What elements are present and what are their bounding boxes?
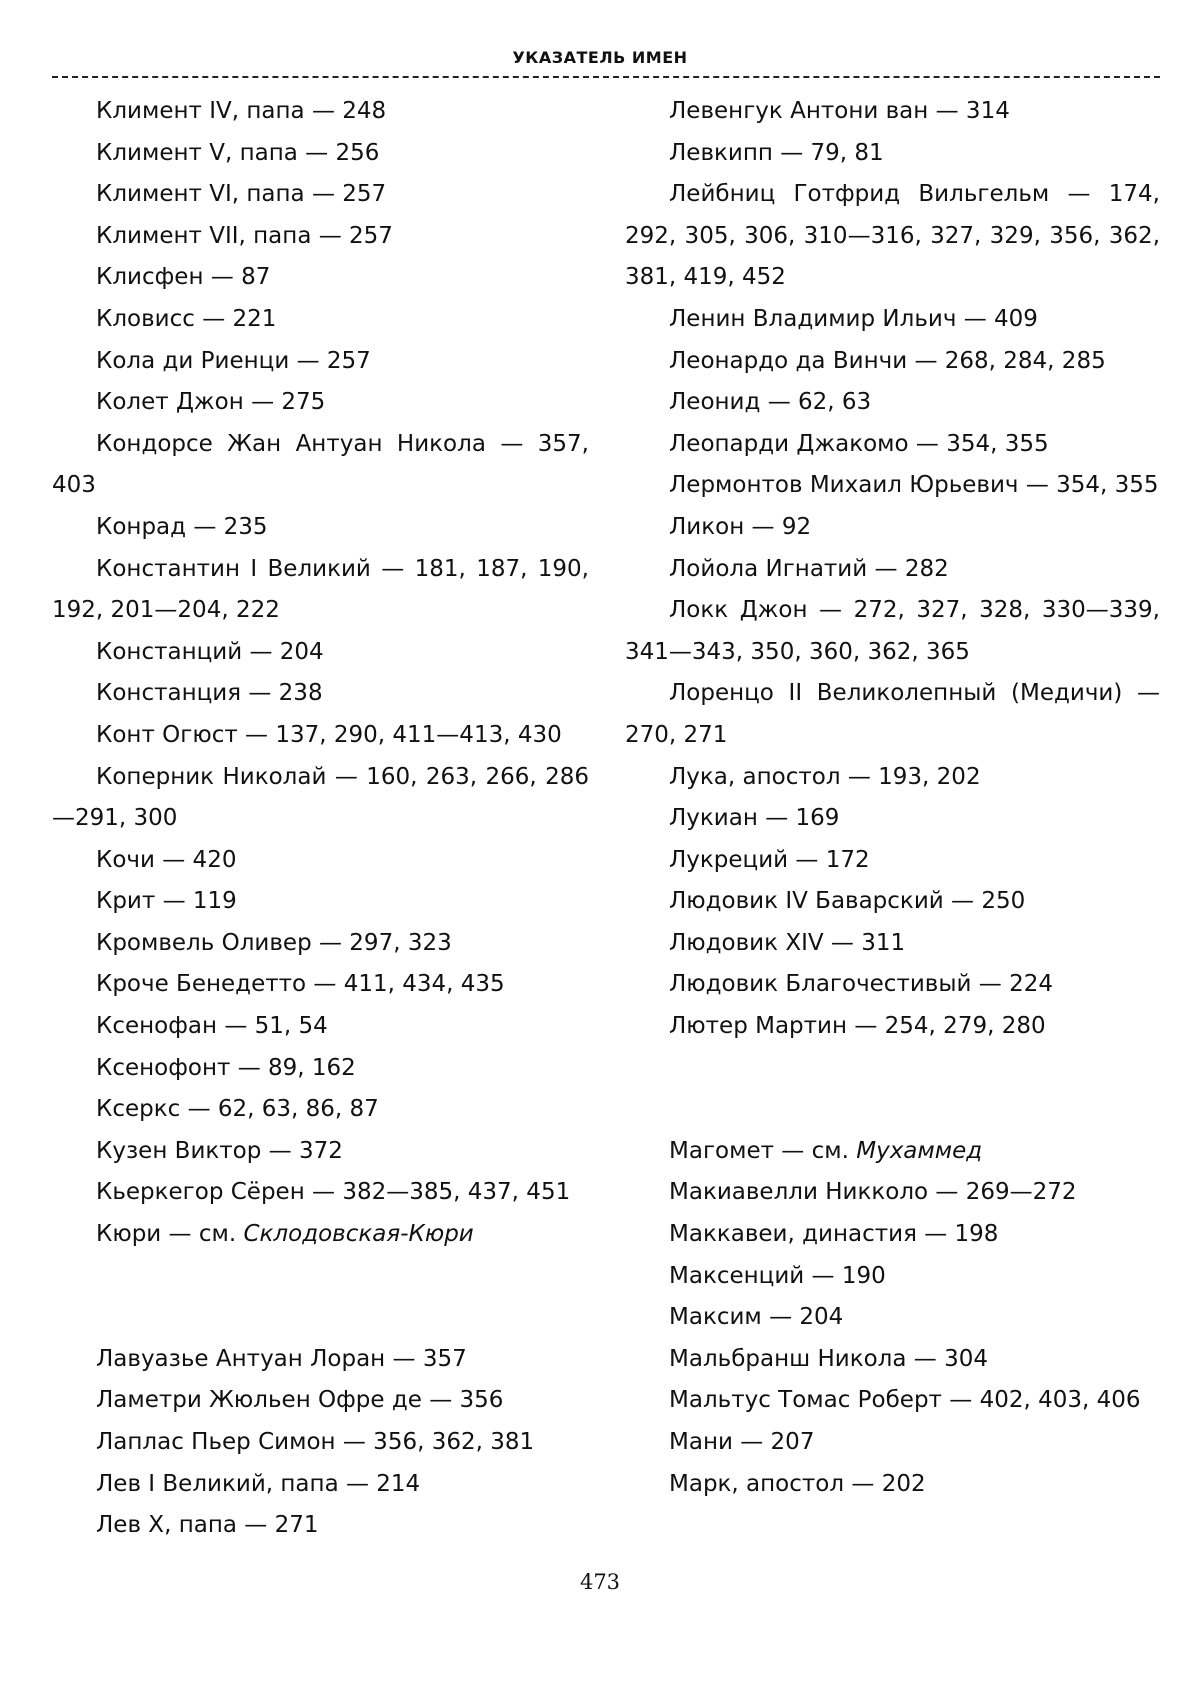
index-entry: Констанций — 204 — [96, 638, 324, 665]
index-entry: Левенгук Антони ван — 314 — [669, 98, 1010, 124]
index-entry: Леонардо да Винчи — 268, 284, 285 — [669, 347, 1106, 374]
index-entry: Лютер Мартин — 254, 279, 280 — [669, 1013, 1046, 1040]
index-entry: Леопарди Джакомо — 354, 355 — [669, 430, 1049, 457]
index-entry: Лойола Игнатий — 282 — [669, 555, 949, 582]
index-entry: Леонид — 62, 63 — [669, 389, 872, 416]
index-entry: Мальбранш Никола — 304 — [669, 1345, 988, 1372]
index-entry: Констанция — 238 — [96, 680, 323, 707]
index-entry: Макиавелли Никколо — 269—272 — [669, 1179, 1077, 1206]
index-entry: Людовик XIV — 311 — [669, 929, 906, 956]
index-entry: Лаплас Пьер Симон — 356, 362, 381 — [96, 1429, 535, 1455]
index-entry: Конт Огюст — 137, 290, 411—413, 430 — [96, 721, 562, 748]
index-entry: Мани — 207 — [669, 1429, 815, 1455]
index-entry: Максим — 204 — [669, 1304, 844, 1331]
index-entry: Локк Джон — 272, 327, 328, 330—339, 341—343, 350, 360, 362, 365 — [625, 597, 1160, 665]
index-entry: Ксеркс — 62, 63, 86, 87 — [96, 1096, 379, 1123]
header-rule — [52, 76, 1160, 78]
index-entry: Константин I Великий — 181, 187, 190, 192, 201—204, 222 — [52, 555, 589, 624]
index-entry: Кюри — см. Склодовская-Кюри — [96, 1221, 474, 1248]
letter-gap — [625, 1048, 1160, 1131]
index-entry: Марк, апостол — 202 — [669, 1470, 926, 1497]
index-entry: Маккавеи, династия — 198 — [669, 1221, 999, 1248]
index-entry: Людовик Благочестивый — 224 — [669, 971, 1053, 998]
index-entry: Людовик IV Баварский — 250 — [669, 888, 1026, 915]
index-entry: Ленин Владимир Ильич — 409 — [669, 305, 1038, 332]
index-entry: Ликон — 92 — [669, 513, 812, 540]
index-entry: Крит — 119 — [96, 888, 237, 915]
index-entry: Магомет — см. Мухаммед — [669, 1137, 983, 1164]
index-entry: Кузен Виктор — 372 — [96, 1137, 343, 1164]
index-entry: Лука, апостол — 193, 202 — [669, 763, 981, 790]
right-column — [625, 91, 1160, 1505]
index-entry: Клисфен — 87 — [96, 264, 271, 291]
index-entry: Климент VI, папа — 257 — [96, 181, 387, 208]
index-entry: Лавуазье Антуан Лоран — 357 — [96, 1345, 467, 1372]
index-entry: Конрад — 235 — [96, 513, 268, 540]
index-entry: Лев X, папа — 271 — [96, 1512, 319, 1539]
page-number: 473 — [579, 1570, 621, 1594]
index-entry: Ксенофан — 51, 54 — [96, 1013, 328, 1040]
index-entry: Левкипп — 79, 81 — [669, 139, 884, 166]
index-entry: Ламетри Жюльен Офре де — 356 — [96, 1387, 504, 1414]
index-entry: Лукреций — 172 — [669, 846, 870, 873]
index-entry: Мальтус Томас Роберт — 402, 403, 406 — [669, 1387, 1141, 1414]
index-entry: Лукиан — 169 — [669, 805, 840, 832]
index-entry: Максенций — 190 — [669, 1262, 886, 1289]
left-column — [52, 91, 589, 1547]
running-header: УКАЗАТЕЛЬ ИМЕН — [512, 48, 688, 67]
index-entry: Коперник Николай — 160, 263, 266, 286—291, 300 — [52, 763, 589, 832]
index-entry: Климент IV, папа — 248 — [96, 98, 387, 124]
index-entry: Климент V, папа — 256 — [96, 139, 380, 166]
index-entry: Лермонтов Михаил Юрьевич — 354, 355 — [669, 472, 1159, 499]
index-entry: Кола ди Риенци — 257 — [96, 347, 371, 374]
letter-gap — [52, 1256, 589, 1339]
index-entry: Кондорсе Жан Антуан Никола — 357, 403 — [52, 430, 589, 499]
index-entry: Колет Джон — 275 — [96, 389, 326, 416]
index-entry: Кромвель Оливер — 297, 323 — [96, 929, 452, 956]
cross-reference: Мухаммед — [856, 1137, 983, 1164]
index-entry: Кьеркегор Сёрен — 382—385, 437, 451 — [96, 1179, 571, 1206]
cross-reference: Склодовская-Кюри — [243, 1221, 474, 1248]
index-entry: Лейбниц Готфрид Вильгельм — 174, 292, 305, 306, 310—316, 327, 329, 356, 362, 381, 419, 452 — [625, 181, 1160, 291]
index-entry: Кроче Бенедетто — 411, 434, 435 — [96, 971, 505, 998]
index-entry: Климент VII, папа — 257 — [96, 222, 393, 249]
index-entry: Лоренцо II Великолепный (Медичи) — 270, 271 — [625, 680, 1160, 748]
index-entry: Лев I Великий, папа — 214 — [96, 1470, 421, 1497]
index-entry: Ксенофонт — 89, 162 — [96, 1054, 356, 1081]
index-entry: Кловисс — 221 — [96, 305, 277, 332]
index-entry: Кочи — 420 — [96, 846, 237, 873]
